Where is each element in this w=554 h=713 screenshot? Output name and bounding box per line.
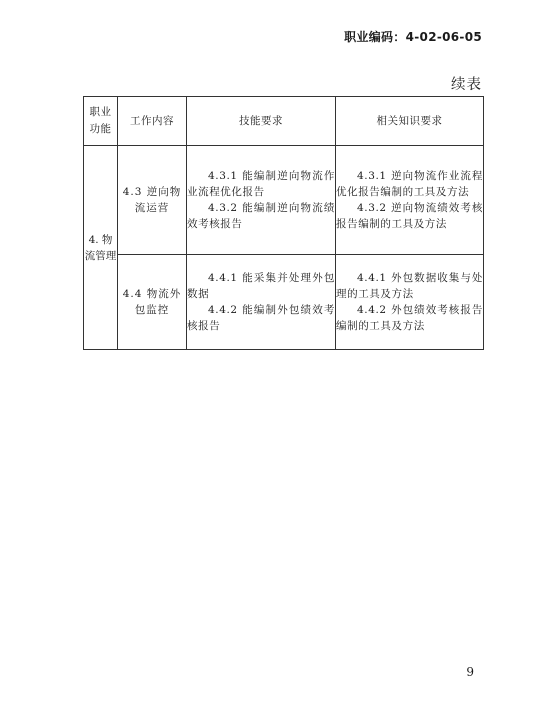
table-row — [84, 255, 484, 350]
function-cell: 4. 物流管理 — [84, 146, 118, 350]
knowledge-item: 4.4.2 外包绩效考核报告编制的工具及方法 — [336, 304, 483, 332]
knowledge-item: 4.4.1 外包数据收集与处理的工具及方法 — [336, 272, 483, 300]
work-cell: 4.4 物流外包监控 — [118, 255, 187, 350]
knowledge-cell — [336, 255, 484, 350]
skill-item: 4.3.1 能编制逆向物流作业流程优化报告 — [187, 170, 335, 198]
skill-item: 4.4.2 能编制外包绩效考核报告 — [187, 304, 335, 332]
occupation-code: 职业编码：4-02-06-05 — [344, 30, 482, 44]
knowledge-item: 4.3.2 逆向物流绩效考核报告编制的工具及方法 — [336, 202, 483, 230]
header-skill: 技能要求 — [187, 97, 336, 146]
skill-item: 4.3.2 能编制逆向物流绩效考核报告 — [187, 202, 335, 230]
page-number: 9 — [466, 665, 474, 679]
knowledge-item: 4.3.1 逆向物流作业流程优化报告编制的工具及方法 — [336, 170, 483, 198]
table-row — [84, 146, 484, 255]
skills-table — [83, 96, 484, 350]
header-work: 工作内容 — [118, 97, 187, 146]
knowledge-cell — [336, 146, 484, 255]
table-header-row — [84, 97, 484, 146]
header-knowledge: 相关知识要求 — [336, 97, 484, 146]
continued-label: 续表 — [451, 77, 482, 93]
skill-item: 4.4.1 能采集并处理外包数据 — [187, 272, 335, 300]
skill-cell — [187, 146, 336, 255]
header-function: 职业功能 — [84, 97, 118, 146]
work-cell: 4.3 逆向物流运营 — [118, 146, 187, 255]
skill-cell — [187, 255, 336, 350]
